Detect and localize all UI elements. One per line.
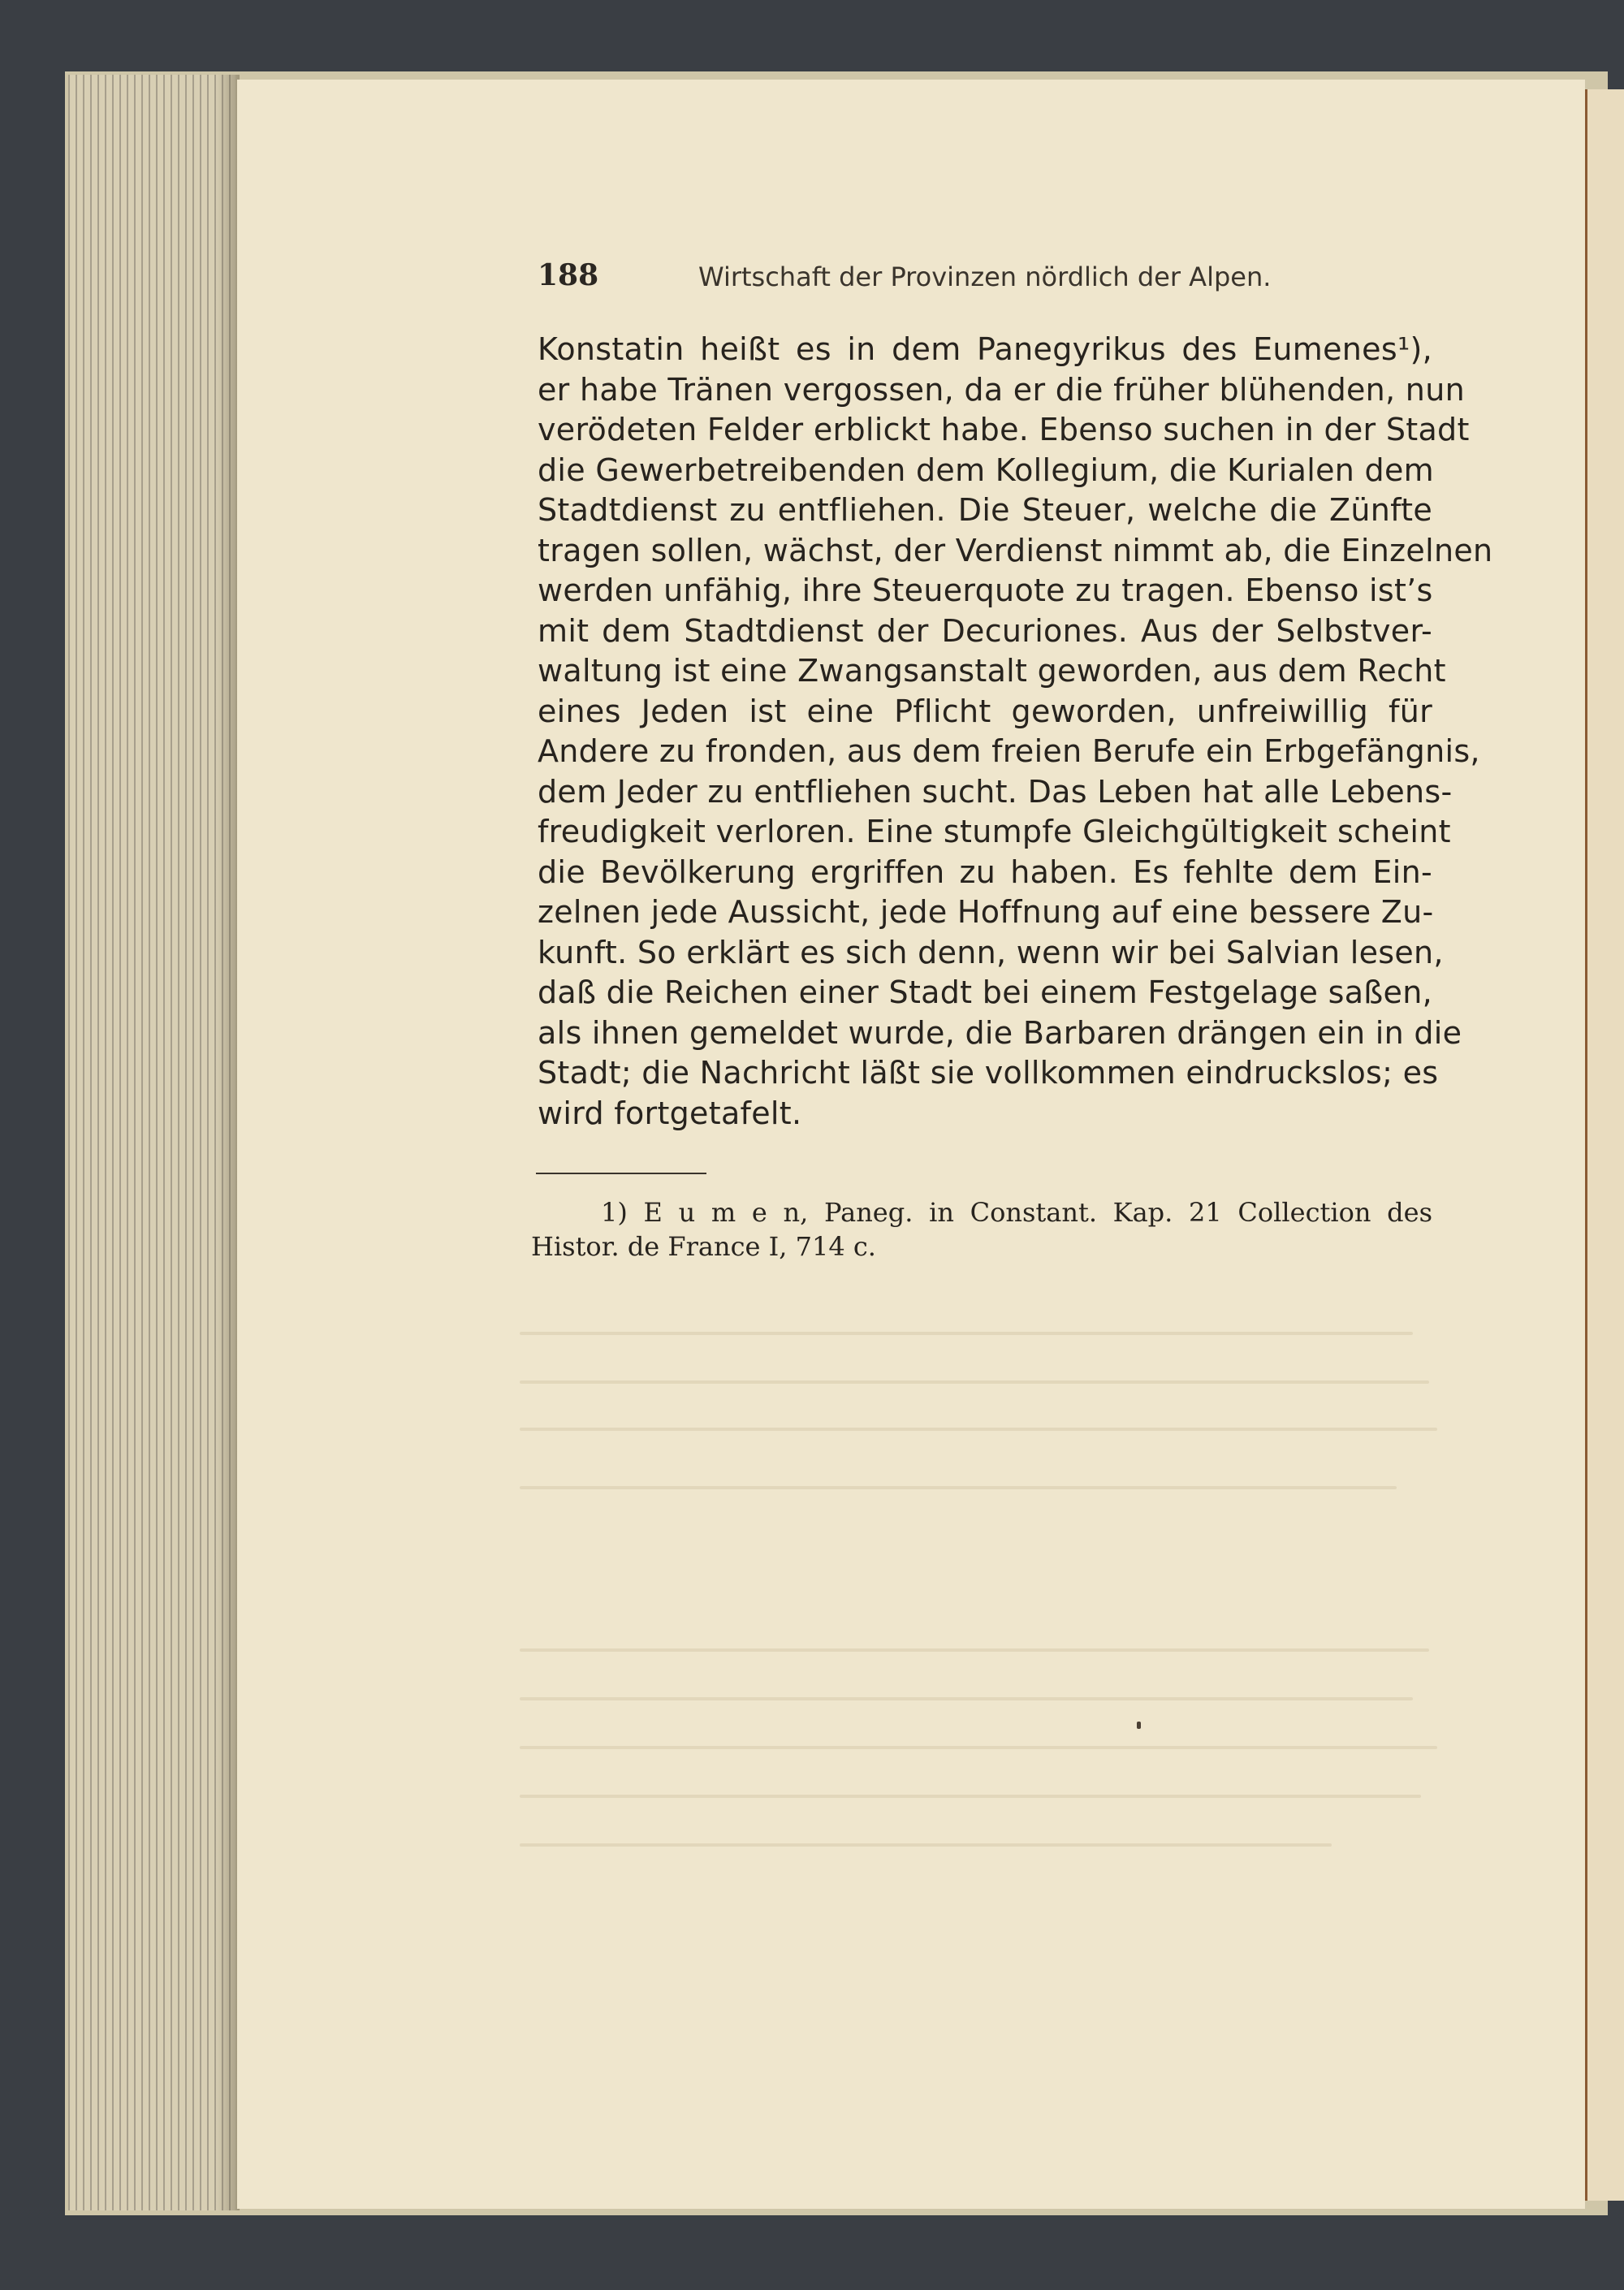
text-line: tragen sollen, wächst, der Verdienst nimmt ab, die Einzelnen [538,532,1493,568]
page-number: 188 [538,258,599,292]
text-line: Andere zu fronden, aus dem freien Berufe ein Erbgefängnis, [538,733,1480,769]
text-line: freudigkeit verloren. Eine stumpfe Gleichgültigkeit scheint [538,814,1451,849]
text-line: Konstatin heißt es in dem Panegyrikus des Eumenes¹), [538,331,1432,367]
show-through [520,1795,1421,1798]
text-line: zelnen jede Aussicht, jede Hoffnung auf eine bessere Zu- [538,894,1434,930]
footnote-line: 1) E u m e n, Paneg. in Constant. Kap. 21 Collection des [601,1197,1432,1228]
text-line: kunft. So erklärt es sich denn, wenn wir bei Salvian lesen, [538,934,1444,970]
footnote-rule [536,1173,706,1174]
text-line: als ihnen gemeldet wurde, die Barbaren drängen ein in die [538,1014,1462,1051]
text-line: die Bevölkerung ergriffen zu haben. Es fehlte dem Ein- [538,853,1432,890]
text-line: mit dem Stadtdienst der Decuriones. Aus der Selbstver- [538,612,1432,649]
text-line: werden unfähig, ihre Steuerquote zu tragen. Ebenso ist’s [538,572,1433,608]
text-line: wird fortgetafelt. [538,1095,802,1131]
show-through [520,1843,1332,1847]
show-through [520,1428,1437,1431]
text-line: verödeten Felder erblickt habe. Ebenso suchen in der Stadt [538,412,1470,447]
text-line: Stadt; die Nachricht läßt sie vollkommen eindruckslos; es [538,1055,1439,1091]
ink-speck [1137,1722,1141,1729]
show-through [520,1380,1429,1384]
show-through [520,1332,1413,1335]
text-line: dem Jeder zu entfliehen sucht. Das Leben hat alle Lebens- [538,773,1453,810]
show-through [520,1697,1413,1700]
running-title: Wirtschaft der Provinzen nördlich der Alpen. [698,261,1272,292]
text-line: Stadtdienst zu entfliehen. Die Steuer, welche die Zünfte [538,492,1432,528]
text-line: waltung ist eine Zwangsanstalt geworden, aus dem Recht [538,653,1446,689]
page-header [538,258,1463,307]
facing-page-edge [1585,89,1624,2201]
show-through [520,1648,1429,1652]
show-through [520,1746,1437,1749]
text-line: eines Jeden ist eine Pflicht geworden, unfreiwillig für [538,693,1432,729]
page-edges [68,75,235,2210]
text-line: er habe Tränen vergossen, da er die früher blühenden, nun [538,371,1465,408]
gutter-shadow [215,75,240,2210]
show-through [520,1486,1397,1489]
footnote-line: Histor. de France I, 714 c. [531,1231,876,1262]
text-line: daß die Reichen einer Stadt bei einem Festgelage saßen, [538,974,1432,1010]
text-line: die Gewerbetreibenden dem Kollegium, die Kurialen dem [538,452,1434,488]
